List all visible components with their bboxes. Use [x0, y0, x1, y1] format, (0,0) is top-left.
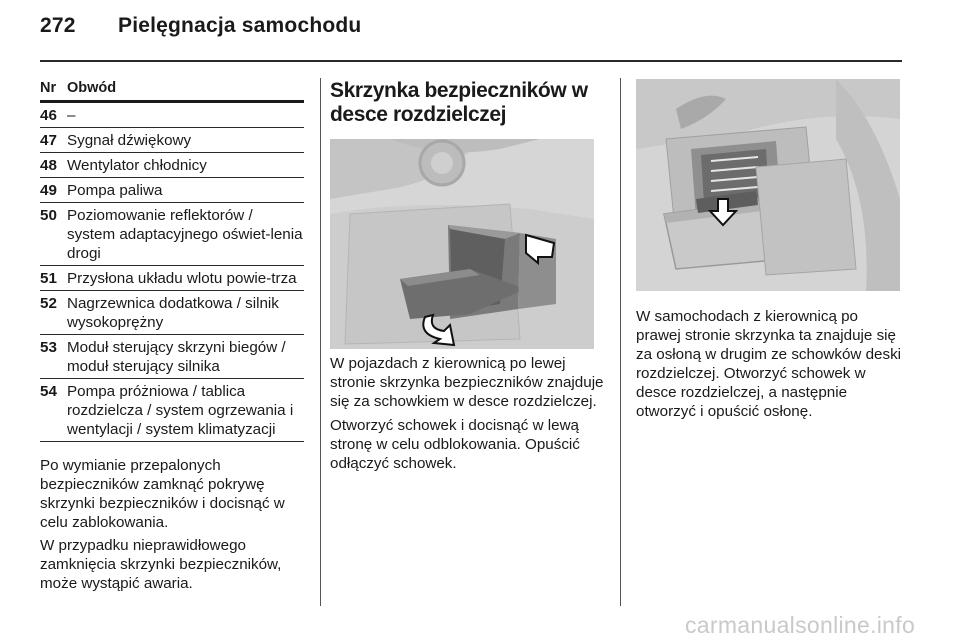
- table-row: [40, 379, 304, 442]
- fuse-column: [40, 79, 304, 593]
- body-paragraph: W przypadku nieprawidłowego zamknięcia skrzynki bezpieczników, może wystąpić awaria.: [40, 537, 282, 592]
- row-text: –: [67, 107, 76, 124]
- glovebox-rhd-illustration: [636, 79, 900, 291]
- dashboard-fusebox-section: [330, 79, 606, 473]
- col-circuit-header: Obwód: [67, 80, 117, 96]
- row-nr: 53: [40, 339, 57, 356]
- table-row: [40, 128, 304, 153]
- rhd-fusebox-section: [636, 79, 902, 421]
- table-row: [40, 266, 304, 291]
- table-row: [40, 178, 304, 203]
- body-paragraph: W samochodach z kierownicą po prawej stronie skrzynka ta znajduje się za osłoną w drugim ze schowków deski rozdzielczej. Otworzyć schowek w desce rozdzielczej, a następnie otworzyć i opuścić osłonę.: [636, 308, 902, 420]
- table-row: [40, 291, 304, 335]
- body-paragraph: W pojazdach z kierownicą po lewej stronie skrzynka bezpieczników znajduje się za schowkiem w desce rozdzielczej.: [330, 355, 604, 410]
- page-title: Pielęgnacja samochodu: [118, 14, 362, 37]
- row-nr: 48: [40, 157, 57, 174]
- row-nr: 54: [40, 383, 57, 400]
- row-text: Sygnał dźwiękowy: [67, 132, 192, 149]
- row-text: Poziomowanie reflektorów / system adaptacyjnego oświet-lenia drogi: [67, 207, 303, 262]
- row-text: Moduł sterujący skrzyni biegów / moduł sterujący silnika: [67, 339, 286, 375]
- col-nr-header: Nr: [40, 80, 57, 96]
- row-text: Pompa próżniowa / tablica rozdzielcza / system ogrzewania i wentylacji / system klimatyzacji: [67, 383, 294, 438]
- page-number: 272: [40, 14, 76, 37]
- body-paragraph: Otworzyć schowek i docisnąć w lewą stronę w celu odblokowania. Opuścić odłączyć schowek.: [330, 417, 580, 472]
- fuse-table-header: [40, 79, 304, 103]
- row-nr: 51: [40, 270, 57, 287]
- glovebox-lhd-illustration: [330, 139, 594, 349]
- row-text: Nagrzewnica dodatkowa / silnik wysokoprężny: [67, 295, 279, 331]
- table-row: [40, 335, 304, 379]
- row-text: Przysłona układu wlotu powie-trza: [67, 270, 297, 287]
- row-text: Wentylator chłodnicy: [67, 157, 207, 174]
- column-divider-2: [620, 78, 621, 606]
- row-nr: 49: [40, 182, 57, 199]
- watermark: carmanualsonline.info: [685, 612, 916, 638]
- row-nr: 46: [40, 107, 57, 124]
- row-nr: 50: [40, 207, 57, 224]
- section-heading: Skrzynka bezpieczników w desce rozdzielczej: [330, 79, 588, 126]
- table-row: [40, 103, 304, 128]
- page-header: [40, 14, 361, 38]
- row-nr: 47: [40, 132, 57, 149]
- row-nr: 52: [40, 295, 57, 312]
- body-paragraph: Po wymianie przepalonych bezpieczników zamknąć pokrywę skrzynki bezpieczników i docisnąć w celu zablokowania.: [40, 457, 285, 531]
- row-text: Pompa paliwa: [67, 182, 163, 199]
- header-rule: [40, 60, 902, 62]
- column-divider-1: [320, 78, 321, 606]
- table-row: [40, 153, 304, 178]
- table-row: [40, 203, 304, 266]
